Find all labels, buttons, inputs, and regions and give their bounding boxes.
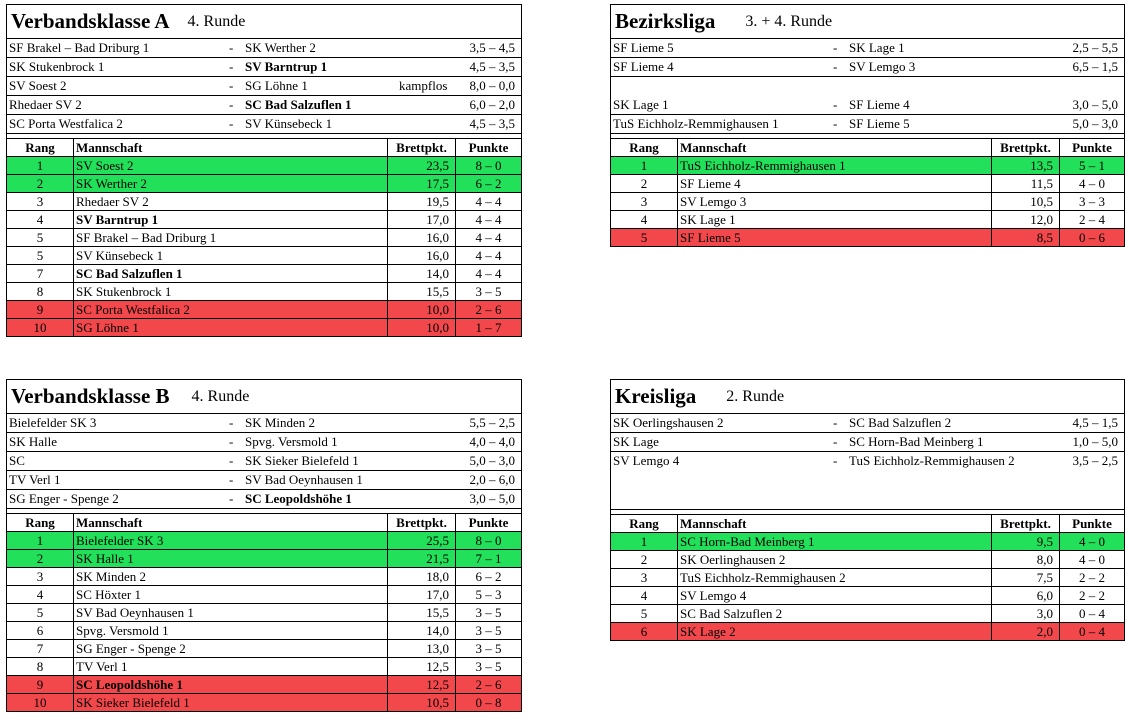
rank: 4: [611, 211, 678, 229]
points: 0 – 6: [1060, 229, 1125, 247]
match-row: [7, 452, 521, 471]
table-row: [611, 211, 1125, 229]
match-separator: -: [833, 116, 838, 131]
match-row: [611, 39, 1124, 58]
rank: 8: [7, 658, 74, 676]
standings-table: [610, 514, 1125, 641]
rank-header: Rang: [611, 515, 678, 533]
match-row: [7, 115, 521, 134]
rank: 2: [7, 175, 74, 193]
match-row: [7, 433, 521, 452]
team: SK Lage 1: [678, 211, 992, 229]
league-header: [6, 379, 522, 414]
points: 8 – 0: [456, 157, 522, 175]
match-row: [7, 414, 521, 433]
board-points: 25,5: [388, 532, 456, 550]
board-points: 17,0: [388, 586, 456, 604]
standings-table: [6, 138, 522, 337]
table-row: [611, 193, 1125, 211]
match-score: 5,5 – 2,5: [469, 415, 515, 430]
team: SK Werther 2: [74, 175, 388, 193]
points: 3 – 5: [456, 640, 522, 658]
rank: 8: [7, 283, 74, 301]
table-row: [7, 229, 522, 247]
table-row: [7, 319, 522, 337]
table-row: [611, 605, 1125, 623]
points: 4 – 4: [456, 211, 522, 229]
match-separator: -: [833, 453, 838, 468]
match-score: 3,5 – 2,5: [1072, 453, 1118, 468]
rank: 1: [611, 533, 678, 551]
board-points-header: Brettpkt.: [388, 514, 456, 532]
rank: 7: [7, 265, 74, 283]
match-separator: -: [229, 491, 234, 506]
team: SK Halle 1: [74, 550, 388, 568]
table-row: [7, 586, 522, 604]
league-header: [6, 4, 522, 39]
team: SC Horn-Bad Meinberg 1: [678, 533, 992, 551]
team-header: Mannschaft: [678, 515, 992, 533]
points: 0 – 4: [1060, 605, 1125, 623]
match-list: [610, 414, 1125, 509]
match-away: SV Barntrup 1: [245, 59, 328, 74]
standings-header: [611, 139, 1125, 157]
team: Rhedaer SV 2: [74, 193, 388, 211]
table-row: [7, 640, 522, 658]
table-row: [611, 569, 1125, 587]
board-points: 21,5: [388, 550, 456, 568]
rank: 4: [7, 586, 74, 604]
match-away: SG Löhne 1: [245, 78, 308, 93]
board-points: 16,0: [388, 229, 456, 247]
match-separator: -: [229, 40, 234, 55]
match-score: 3,0 – 5,0: [1072, 97, 1118, 112]
rank-header: Rang: [7, 139, 74, 157]
panel-verbandsklasse-a: [6, 4, 522, 337]
match-away: Spvg. Versmold 1: [245, 434, 338, 449]
board-points: 12,0: [992, 211, 1060, 229]
rank: 5: [611, 605, 678, 623]
match-home: SK Halle: [9, 434, 58, 449]
board-points: 10,0: [388, 319, 456, 337]
match-row: [7, 471, 521, 490]
board-points: 14,0: [388, 265, 456, 283]
match-away: SV Bad Oeynhausen 1: [245, 472, 363, 487]
team: SF Lieme 4: [678, 175, 992, 193]
points: 5 – 3: [456, 586, 522, 604]
points: 3 – 5: [456, 604, 522, 622]
team: Spvg. Versmold 1: [74, 622, 388, 640]
team: TuS Eichholz-Remmighausen 2: [678, 569, 992, 587]
rank: 5: [611, 229, 678, 247]
board-points: 12,5: [388, 658, 456, 676]
match-home: SC: [9, 453, 25, 468]
table-row: [7, 568, 522, 586]
match-home: TV Verl 1: [9, 472, 61, 487]
match-score: 4,0 – 4,0: [469, 434, 515, 449]
match-separator: -: [229, 472, 234, 487]
match-row: [7, 490, 521, 509]
team: SK Oerlinghausen 2: [678, 551, 992, 569]
match-home: SK Stukenbrock 1: [9, 59, 105, 74]
rank: 1: [7, 532, 74, 550]
match-row: [611, 433, 1124, 452]
board-points: 2,0: [992, 623, 1060, 641]
match-row-empty: [611, 471, 1124, 490]
match-home: SC Porta Westfalica 2: [9, 116, 123, 131]
rank: 5: [7, 229, 74, 247]
table-row: [7, 157, 522, 175]
match-away: SF Lieme 5: [849, 116, 910, 131]
rank: 10: [7, 319, 74, 337]
match-home: SF Lieme 4: [613, 59, 674, 74]
rank: 4: [7, 211, 74, 229]
board-points: 8,5: [992, 229, 1060, 247]
board-points: 6,0: [992, 587, 1060, 605]
points: 6 – 2: [456, 568, 522, 586]
match-away: SC Horn-Bad Meinberg 1: [849, 434, 984, 449]
panel-bezirksliga: [610, 4, 1125, 247]
points-header: Punkte: [456, 514, 522, 532]
board-points: 8,0: [992, 551, 1060, 569]
points: 3 – 5: [456, 622, 522, 640]
table-row: [7, 532, 522, 550]
panel-kreisliga: [610, 379, 1125, 641]
board-points: 14,0: [388, 622, 456, 640]
team: SV Soest 2: [74, 157, 388, 175]
board-points: 10,0: [388, 301, 456, 319]
match-list: [6, 39, 522, 134]
rank: 2: [7, 550, 74, 568]
points: 2 – 2: [1060, 569, 1125, 587]
match-home: SG Enger - Spenge 2: [9, 491, 119, 506]
match-row: [7, 58, 521, 77]
board-points: 17,5: [388, 175, 456, 193]
board-points-header: Brettpkt.: [992, 139, 1060, 157]
rank: 9: [7, 676, 74, 694]
match-away: SK Lage 1: [849, 40, 905, 55]
panel-verbandsklasse-b: [6, 379, 522, 712]
match-away: SV Lemgo 3: [849, 59, 916, 74]
league-round: 4. Runde: [191, 387, 250, 405]
match-score: 2,5 – 5,5: [1072, 40, 1118, 55]
table-row: [7, 211, 522, 229]
match-home: SV Soest 2: [9, 78, 67, 93]
points: 7 – 1: [456, 550, 522, 568]
points: 6 – 2: [456, 175, 522, 193]
match-row: [7, 39, 521, 58]
table-row: [7, 193, 522, 211]
team: Bielefelder SK 3: [74, 532, 388, 550]
match-separator: -: [229, 78, 234, 93]
rank-header: Rang: [611, 139, 678, 157]
league-round: 3. + 4. Runde: [745, 12, 833, 30]
points: 1 – 7: [456, 319, 522, 337]
match-row: [611, 115, 1124, 134]
table-row: [611, 623, 1125, 641]
match-score: 3,5 – 4,5: [469, 40, 515, 55]
points-header: Punkte: [1060, 139, 1125, 157]
team: SV Lemgo 3: [678, 193, 992, 211]
match-home: SF Brakel – Bad Driburg 1: [9, 40, 150, 55]
rank: 5: [7, 247, 74, 265]
match-separator: -: [229, 453, 234, 468]
match-separator: -: [229, 434, 234, 449]
match-row-empty: [611, 490, 1124, 509]
match-score: 2,0 – 6,0: [469, 472, 515, 487]
match-row: [611, 96, 1124, 115]
match-row: [7, 96, 521, 115]
match-separator: -: [833, 97, 838, 112]
table-row: [611, 157, 1125, 175]
board-points-header: Brettpkt.: [388, 139, 456, 157]
board-points: 18,0: [388, 568, 456, 586]
match-note: kampflos: [399, 78, 448, 93]
team: SV Künsebeck 1: [74, 247, 388, 265]
board-points: 13,5: [992, 157, 1060, 175]
points: 4 – 4: [456, 193, 522, 211]
league-title: Verbandsklasse A: [11, 9, 170, 33]
points: 3 – 5: [456, 658, 522, 676]
board-points: 19,5: [388, 193, 456, 211]
match-score: 5,0 – 3,0: [1072, 116, 1118, 131]
match-list: [610, 39, 1125, 134]
team: SV Lemgo 4: [678, 587, 992, 605]
points: 8 – 0: [456, 532, 522, 550]
match-home: SK Lage 1: [613, 97, 669, 112]
team: SK Sieker Bielefeld 1: [74, 694, 388, 712]
points: 4 – 0: [1060, 175, 1125, 193]
rank: 4: [611, 587, 678, 605]
team: SK Minden 2: [74, 568, 388, 586]
match-separator: -: [229, 116, 234, 131]
team: SF Lieme 5: [678, 229, 992, 247]
rank-header: Rang: [7, 514, 74, 532]
team: SC Höxter 1: [74, 586, 388, 604]
team: SG Enger - Spenge 2: [74, 640, 388, 658]
match-home: Rhedaer SV 2: [9, 97, 82, 112]
team: SC Bad Salzuflen 1: [74, 265, 388, 283]
board-points: 3,0: [992, 605, 1060, 623]
league-title: Bezirksliga: [615, 9, 716, 33]
points: 0 – 8: [456, 694, 522, 712]
match-separator: -: [229, 97, 234, 112]
match-separator: -: [833, 59, 838, 74]
table-row: [7, 265, 522, 283]
team: SG Löhne 1: [74, 319, 388, 337]
match-away: SC Bad Salzuflen 2: [849, 415, 952, 430]
match-home: SF Lieme 5: [613, 40, 674, 55]
league-header: [610, 379, 1125, 414]
points: 4 – 4: [456, 265, 522, 283]
match-away: SC Bad Salzuflen 1: [245, 97, 352, 112]
match-separator: -: [833, 434, 838, 449]
team: SF Brakel – Bad Driburg 1: [74, 229, 388, 247]
rank: 10: [7, 694, 74, 712]
table-row: [7, 301, 522, 319]
match-row: [7, 77, 521, 96]
board-points: 17,0: [388, 211, 456, 229]
board-points: 9,5: [992, 533, 1060, 551]
board-points: 10,5: [388, 694, 456, 712]
board-points: 15,5: [388, 283, 456, 301]
team: SK Lage 2: [678, 623, 992, 641]
match-home: SV Lemgo 4: [613, 453, 680, 468]
match-score: 6,5 – 1,5: [1072, 59, 1118, 74]
board-points: 12,5: [388, 676, 456, 694]
board-points: 13,0: [388, 640, 456, 658]
match-score: 5,0 – 3,0: [469, 453, 515, 468]
match-home: SK Lage: [613, 434, 659, 449]
match-away: SK Werther 2: [245, 40, 316, 55]
table-row: [7, 622, 522, 640]
rank: 2: [611, 551, 678, 569]
points: 2 – 2: [1060, 587, 1125, 605]
table-row: [611, 533, 1125, 551]
league-round: 4. Runde: [187, 12, 246, 30]
points: 4 – 4: [456, 247, 522, 265]
standings-table: [610, 138, 1125, 247]
match-separator: -: [833, 415, 838, 430]
points: 4 – 0: [1060, 533, 1125, 551]
points: 4 – 0: [1060, 551, 1125, 569]
league-header: [610, 4, 1125, 39]
board-points: 10,5: [992, 193, 1060, 211]
match-home: Bielefelder SK 3: [9, 415, 97, 430]
table-row: [611, 587, 1125, 605]
team-header: Mannschaft: [74, 514, 388, 532]
rank: 1: [7, 157, 74, 175]
match-home: SK Oerlingshausen 2: [613, 415, 724, 430]
match-row: [611, 414, 1124, 433]
standings-header: [7, 514, 522, 532]
match-row: [611, 58, 1124, 77]
match-score: 8,0 – 0,0: [469, 78, 515, 93]
match-score: 4,5 – 1,5: [1072, 415, 1118, 430]
points-header: Punkte: [1060, 515, 1125, 533]
rank: 2: [611, 175, 678, 193]
points: 3 – 3: [1060, 193, 1125, 211]
standings-header: [611, 515, 1125, 533]
standings-header: [7, 139, 522, 157]
table-row: [611, 175, 1125, 193]
match-away: TuS Eichholz-Remmighausen 2: [849, 453, 1015, 468]
standings-table: [6, 513, 522, 712]
table-row: [7, 175, 522, 193]
team-header: Mannschaft: [74, 139, 388, 157]
points: 2 – 6: [456, 676, 522, 694]
points: 0 – 4: [1060, 623, 1125, 641]
league-round: 2. Runde: [726, 387, 785, 405]
table-row: [7, 694, 522, 712]
table-row: [7, 550, 522, 568]
match-score: 1,0 – 5,0: [1072, 434, 1118, 449]
league-title: Kreisliga: [615, 384, 697, 408]
points: 5 – 1: [1060, 157, 1125, 175]
points: 4 – 4: [456, 229, 522, 247]
match-separator: -: [833, 40, 838, 55]
rank: 3: [7, 568, 74, 586]
team: SC Leopoldshöhe 1: [74, 676, 388, 694]
board-points: 15,5: [388, 604, 456, 622]
rank: 6: [7, 622, 74, 640]
points-header: Punkte: [456, 139, 522, 157]
rank: 3: [7, 193, 74, 211]
table-row: [611, 229, 1125, 247]
rank: 1: [611, 157, 678, 175]
team: SC Bad Salzuflen 2: [678, 605, 992, 623]
match-score: 4,5 – 3,5: [469, 116, 515, 131]
table-row: [7, 676, 522, 694]
points: 3 – 5: [456, 283, 522, 301]
rank: 3: [611, 193, 678, 211]
match-away: SC Leopoldshöhe 1: [245, 491, 352, 506]
match-list: [6, 414, 522, 509]
board-points-header: Brettpkt.: [992, 515, 1060, 533]
board-points: 16,0: [388, 247, 456, 265]
points: 2 – 6: [456, 301, 522, 319]
board-points: 7,5: [992, 569, 1060, 587]
table-row: [611, 551, 1125, 569]
team: TV Verl 1: [74, 658, 388, 676]
team-header: Mannschaft: [678, 139, 992, 157]
match-row: [611, 452, 1124, 471]
table-row: [7, 604, 522, 622]
table-row: [7, 283, 522, 301]
team: SC Porta Westfalica 2: [74, 301, 388, 319]
league-title: Verbandsklasse B: [11, 384, 170, 408]
match-separator: -: [229, 59, 234, 74]
match-away: SV Künsebeck 1: [245, 116, 333, 131]
team: SV Barntrup 1: [74, 211, 388, 229]
board-points: 23,5: [388, 157, 456, 175]
team: SV Bad Oeynhausen 1: [74, 604, 388, 622]
match-row-empty: [611, 77, 1124, 96]
team: SK Stukenbrock 1: [74, 283, 388, 301]
match-score: 4,5 – 3,5: [469, 59, 515, 74]
table-row: [7, 658, 522, 676]
match-score: 3,0 – 5,0: [469, 491, 515, 506]
match-score: 6,0 – 2,0: [469, 97, 515, 112]
match-separator: -: [229, 415, 234, 430]
rank: 6: [611, 623, 678, 641]
rank: 9: [7, 301, 74, 319]
board-points: 11,5: [992, 175, 1060, 193]
team: TuS Eichholz-Remmighausen 1: [678, 157, 992, 175]
rank: 5: [7, 604, 74, 622]
table-row: [7, 247, 522, 265]
match-away: SK Sieker Bielefeld 1: [245, 453, 359, 468]
rank: 3: [611, 569, 678, 587]
match-away: SK Minden 2: [245, 415, 316, 430]
match-away: SF Lieme 4: [849, 97, 910, 112]
match-home: TuS Eichholz-Remmighausen 1: [613, 116, 779, 131]
rank: 7: [7, 640, 74, 658]
points: 2 – 4: [1060, 211, 1125, 229]
